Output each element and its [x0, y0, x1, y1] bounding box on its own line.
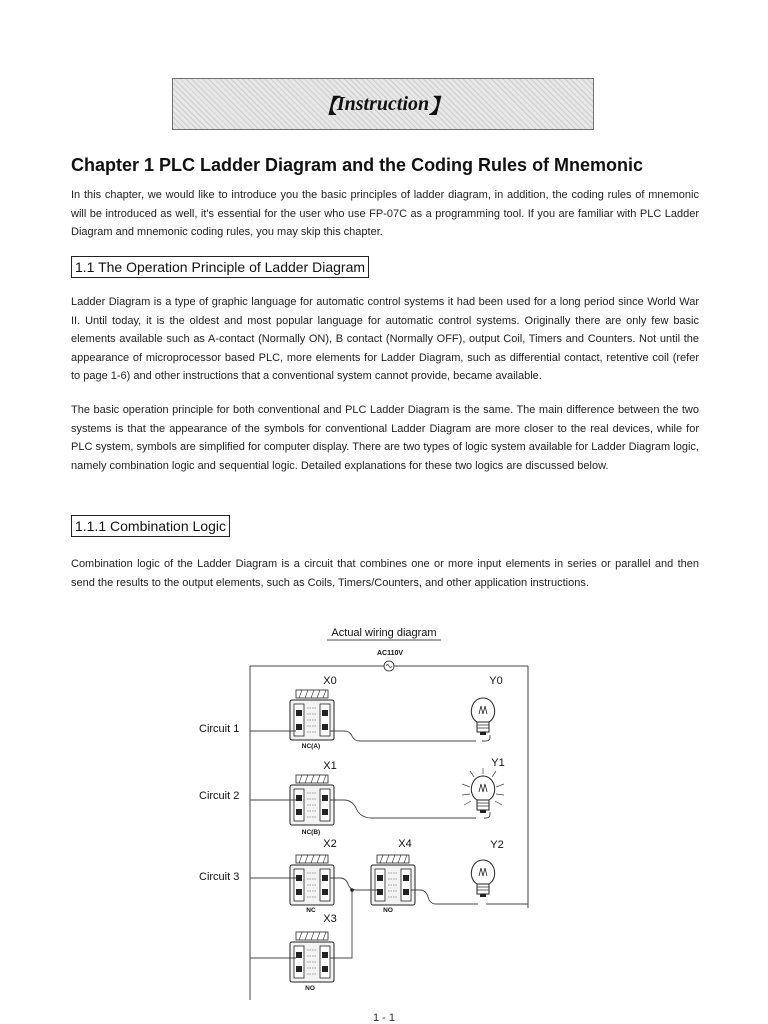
relay-x0-icon: [290, 690, 334, 740]
input-label-x1: X1: [323, 760, 337, 772]
input-label-x0: X0: [323, 675, 337, 687]
output-label-y2: Y2: [490, 839, 504, 851]
paragraph-operation-principle: The basic operation principle for both conventional and PLC Ladder Diagram is the same. The main difference between the two systems is that the appearance of the symbols for conventional Ladder Diagram are more closer to the real devices, while for PLC system, symbols are simplified for computer display. There are two types of logic system available for Ladder Diagram logic, namely combination logic and sequential logic. Detailed explanations for these two logics are discussed below.: [71, 404, 699, 472]
supply-label: AC110V: [376, 650, 404, 657]
circuit-label-3: Circuit 3: [199, 871, 240, 883]
input-label-x4: X4: [398, 838, 412, 850]
relay-x2-icon: [290, 855, 334, 905]
circuit-2-wiring: [250, 800, 490, 818]
contact-type-x4: NO: [383, 907, 393, 914]
relay-x4-icon: [371, 855, 415, 905]
chapter-title: Chapter 1 PLC Ladder Diagram and the Coding Rules of Mnemonic: [71, 155, 644, 175]
relay-x3-icon: [290, 932, 334, 982]
circuit-label-2: Circuit 2: [199, 790, 240, 802]
input-label-x2: X2: [323, 838, 337, 850]
relay-x1-icon: [290, 775, 334, 825]
output-label-y0: Y0: [489, 675, 503, 687]
banner-right-bracket: 】: [429, 95, 450, 118]
bulb-y1-icon: [471, 776, 494, 813]
section-heading-1-1: 1.1 The Operation Principle of Ladder Diagram: [71, 256, 369, 278]
diagram-title: Actual wiring diagram: [331, 627, 437, 639]
contact-type-x1: NC(B): [301, 829, 321, 836]
paragraph-combination-logic: Combination logic of the Ladder Diagram is a circuit that combines one or more input elements in series or parallel and then send the results to the output elements, such as Coils, Timers/Counters, and other application instructions.: [71, 558, 699, 589]
junction-dot: [350, 888, 354, 892]
input-label-x3: X3: [323, 913, 337, 925]
circuit-1-wiring: [250, 731, 490, 741]
contact-type-x3: NO: [305, 985, 315, 992]
banner-left-bracket: 【: [316, 95, 337, 118]
intro-paragraph: In this chapter, we would like to introduce you the basic principles of ladder diagram, in addition, the coding rules of mnemonic will be introduced as well, it's essential for the user who use FP-07C as a programming tool. If you are familiar with PLC Ladder Diagram and mnemonic coding rules, you may skip this chapter.: [71, 189, 699, 238]
bulb-y2-icon: [471, 860, 494, 897]
contact-type-x0: NC(A): [301, 743, 321, 750]
output-label-y1: Y1: [491, 757, 505, 769]
paragraph-ladder-history: Ladder Diagram is a type of graphic language for automatic control systems it had been used for a long period since World War II. Until today, it is the oldest and most popular language for automatic control systems. Originally there are only few basic elements available such as A-contact (Normally ON), B contact (Normally OFF), output Coil, Timers and Counters. Not until the appearance of microprocessor based PLC, more elements for Ladder Diagram, such as differential contact, retentive coil (refer to page 1-6) and other instructions that a conventional system cannot provide, became available.: [71, 296, 699, 382]
circuit-label-1: Circuit 1: [199, 723, 240, 735]
banner-title: Instruction: [336, 92, 430, 115]
page-number: 1 - 1: [372, 1012, 395, 1024]
bulb-y0-icon: [471, 698, 494, 735]
section-heading-1-1-1: 1.1.1 Combination Logic: [71, 515, 230, 537]
contact-type-x2: NC: [306, 907, 316, 914]
